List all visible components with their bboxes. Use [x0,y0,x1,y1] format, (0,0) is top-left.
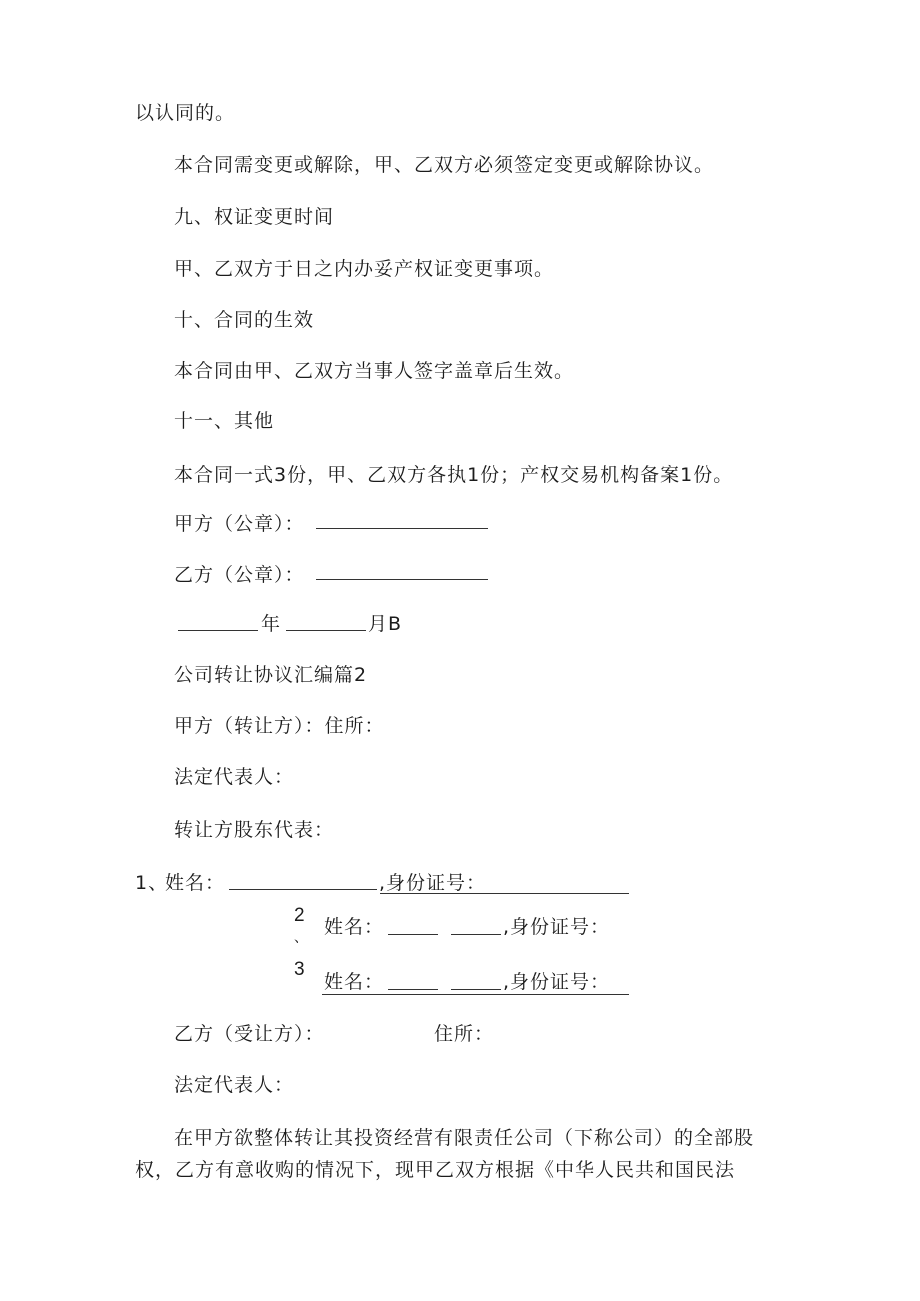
paragraph-line: 权，乙方有意收购的情况下，现甲乙双方根据《中华人民共和国民法 [135,1159,736,1181]
residence-label: 住所： [434,1023,495,1045]
text-line: 甲、乙双方于日之内办妥产权证变更事项。 [174,258,555,280]
text-line: 以认同的。 [135,102,236,124]
name-label: 姓名： [324,971,385,993]
section-heading: 十、合同的生效 [174,309,315,331]
item-number: 3 [294,959,306,980]
item-number: 1、 [135,872,169,894]
document-heading: 公司转让协议汇编篇2 [174,664,368,686]
text-line: 转让方股东代表： [174,819,335,841]
text-line: 法定代表人： [174,1074,295,1096]
text-line: 法定代表人： [174,766,295,788]
item-separator: 、 [294,930,309,946]
party-a-seal-label: 甲方（公章）： [174,513,305,535]
id-blank [380,893,629,894]
party-a-seal-blank [316,528,488,529]
id-label: ,身份证号： [379,872,487,894]
item-number: 2 [294,905,306,926]
name-label: 姓名： [165,872,226,894]
section-heading: 十一、其他 [174,410,275,432]
id-label: ,身份证号： [503,971,611,993]
month-blank [286,630,366,631]
party-b-label: 乙方（受让方）： [174,1023,325,1045]
paragraph-line: 在甲方欲整体转让其投资经营有限责任公司（下称公司）的全部股 [174,1127,755,1149]
name-label: 姓名： [324,916,385,938]
year-label: 年 [261,613,282,635]
text-line: 本合同需变更或解除，甲、乙双方必须签定变更或解除协议。 [174,154,715,176]
name-blank [451,934,501,935]
party-b-seal-blank [316,579,488,580]
year-blank [178,630,258,631]
id-label: ,身份证号： [503,916,611,938]
row-underline [322,994,629,995]
month-day-label: 月B [368,613,403,635]
text-line: 本合同一式3份，甲、乙双方各执1份；产权交易机构备案1份。 [174,464,734,486]
section-heading: 九、权证变更时间 [174,206,335,228]
name-blank [388,989,438,990]
party-b-seal-label: 乙方（公章）： [174,564,305,586]
name-blank [388,934,438,935]
name-blank [229,889,377,890]
text-line: 本合同由甲、乙双方当事人签字盖章后生效。 [174,360,575,382]
text-line: 甲方（转让方）：住所： [174,715,385,737]
name-blank [451,989,501,990]
